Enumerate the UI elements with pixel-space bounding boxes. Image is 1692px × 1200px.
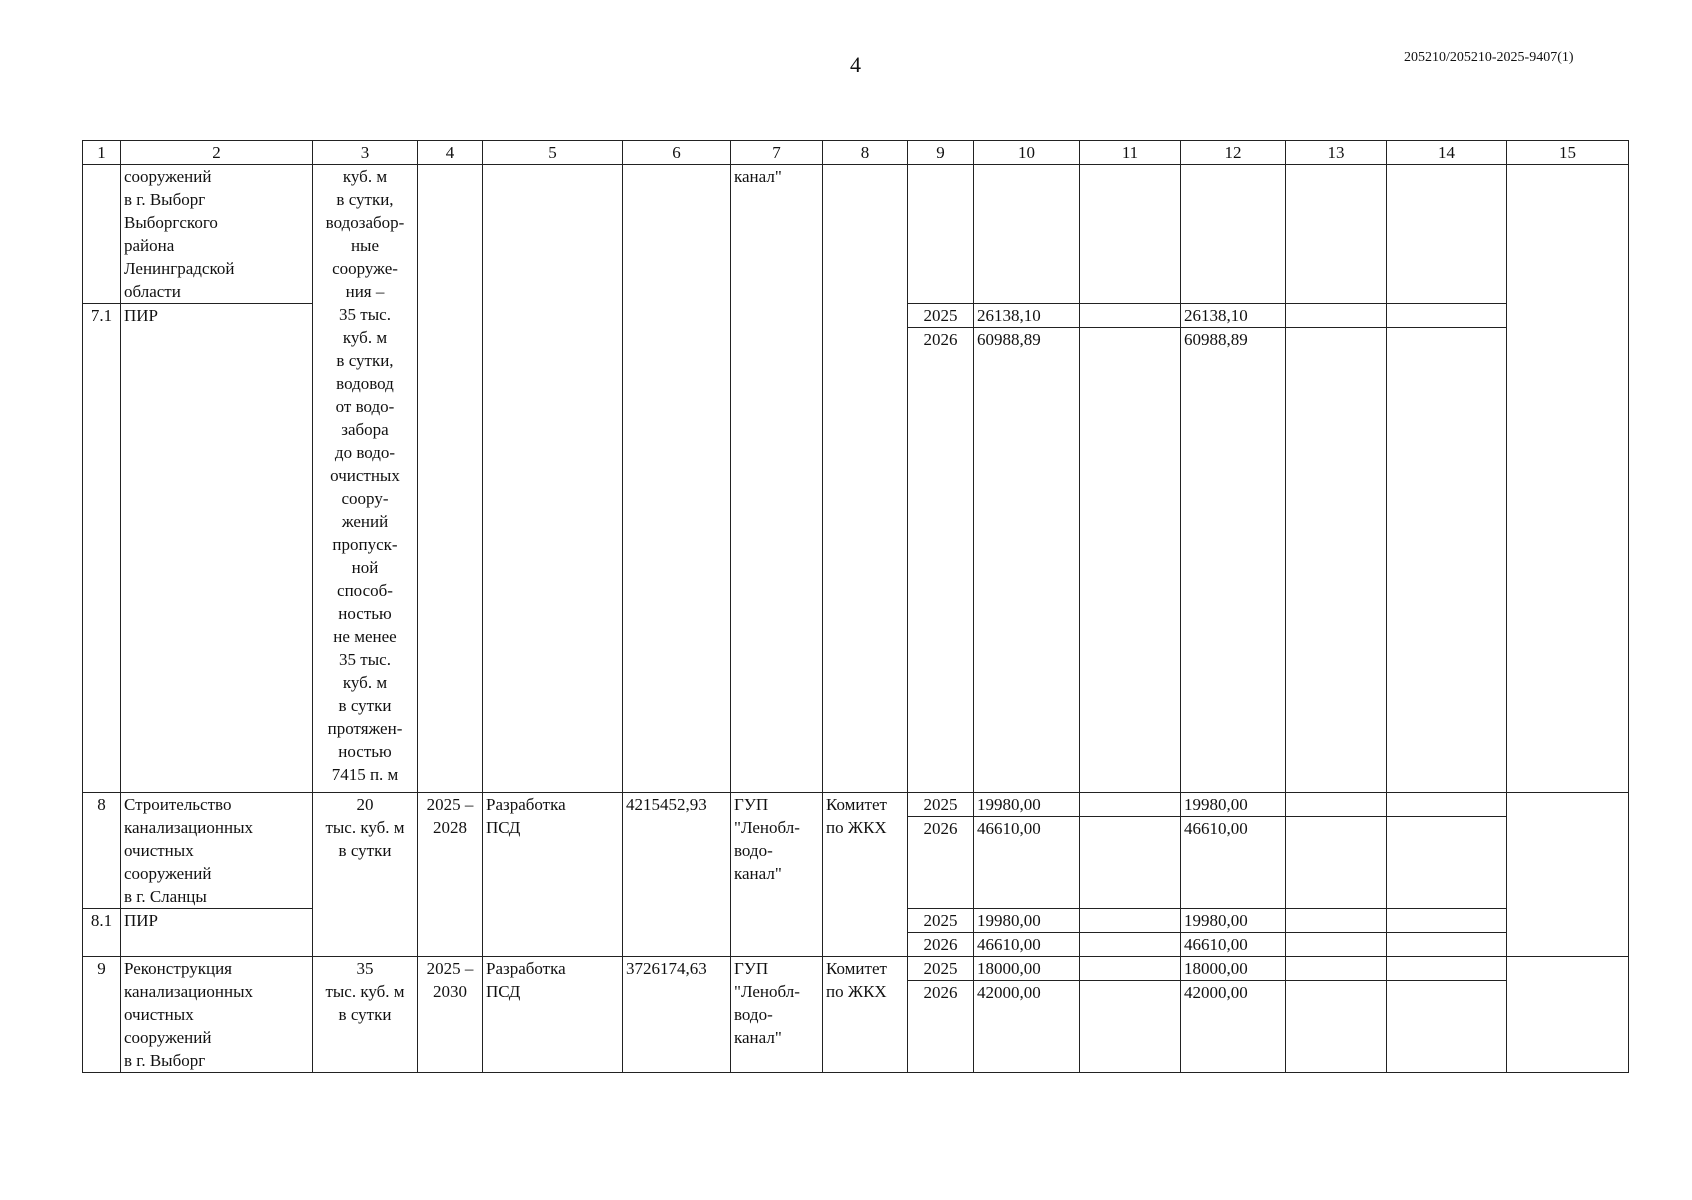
cost-cell: 3726174,63 [623, 957, 731, 1073]
stage-cell: Разработка ПСД [483, 793, 623, 957]
table-row [83, 793, 1629, 817]
column-number: 15 [1507, 141, 1629, 165]
column-number: 7 [731, 141, 823, 165]
object-name-cell: Реконструкция канализационных очистных сооружений в г. Выборг [121, 957, 313, 1073]
year-cell: 2025 [908, 957, 974, 981]
page-number: 4 [850, 52, 861, 77]
amount-cell: 46610,00 [974, 817, 1080, 909]
table-row [83, 957, 1629, 981]
table-row [83, 165, 1629, 304]
item-number: 8 [83, 793, 121, 909]
customer-cell: Комитет по ЖКХ [823, 793, 908, 957]
column-number: 1 [83, 141, 121, 165]
amount-cell: 18000,00 [974, 957, 1080, 981]
year-cell: 2025 [908, 793, 974, 817]
year-cell: 2026 [908, 328, 974, 793]
column-number: 2 [121, 141, 313, 165]
total-cell: 18000,00 [1181, 957, 1286, 981]
column-number: 4 [418, 141, 483, 165]
total-cell: 46610,00 [1181, 933, 1286, 957]
column-number: 14 [1387, 141, 1507, 165]
object-name-cell: сооружений в г. Выборг Выборгского района Ленинградской области [121, 165, 313, 304]
column-number: 10 [974, 141, 1080, 165]
column-number: 12 [1181, 141, 1286, 165]
period-cell: 2025 – 2030 [418, 957, 483, 1073]
item-number: 7.1 [83, 304, 121, 793]
total-cell: 46610,00 [1181, 817, 1286, 909]
total-cell: 19980,00 [1181, 909, 1286, 933]
amount-cell: 19980,00 [974, 793, 1080, 817]
capacity-cell: куб. м в сутки, водозабор- ные сооруже- ния – 35 тыс. куб. м в сутки, водовод от водо- забора до водо- очистных соору- жений пропуск- ной способ- ностью не менее 35 тыс. куб. м в сутки протяжен- ностью 7415 п. м [313, 165, 418, 793]
capacity-cell: 35 тыс. куб. м в сутки [313, 957, 418, 1073]
year-cell: 2025 [908, 909, 974, 933]
year-cell: 2025 [908, 304, 974, 328]
column-number-row [83, 141, 1629, 165]
amount-cell: 46610,00 [974, 933, 1080, 957]
column-number: 5 [483, 141, 623, 165]
year-cell: 2026 [908, 817, 974, 909]
column-number: 9 [908, 141, 974, 165]
period-cell: 2025 – 2028 [418, 793, 483, 957]
object-name-cell: Строительство канализационных очистных сооружений в г. Сланцы [121, 793, 313, 909]
column-number: 6 [623, 141, 731, 165]
cost-cell: 4215452,93 [623, 793, 731, 957]
amount-cell: 60988,89 [974, 328, 1080, 793]
column-number: 8 [823, 141, 908, 165]
column-number: 13 [1286, 141, 1387, 165]
investment-table [82, 140, 1629, 1073]
amount-cell: 42000,00 [974, 981, 1080, 1073]
object-name-cell: ПИР [121, 304, 313, 793]
column-number: 3 [313, 141, 418, 165]
executor-cell: ГУП "Ленобл- водо- канал" [731, 793, 823, 957]
executor-cell: канал" [731, 165, 823, 793]
year-cell: 2026 [908, 981, 974, 1073]
amount-cell: 19980,00 [974, 909, 1080, 933]
total-cell: 60988,89 [1181, 328, 1286, 793]
total-cell: 26138,10 [1181, 304, 1286, 328]
total-cell: 42000,00 [1181, 981, 1286, 1073]
total-cell: 19980,00 [1181, 793, 1286, 817]
item-number: 8.1 [83, 909, 121, 957]
year-cell: 2026 [908, 933, 974, 957]
document-number: 205210/205210-2025-9407(1) [1404, 50, 1574, 65]
customer-cell: Комитет по ЖКХ [823, 957, 908, 1073]
object-name-cell: ПИР [121, 909, 313, 957]
amount-cell: 26138,10 [974, 304, 1080, 328]
executor-cell: ГУП "Ленобл- водо- канал" [731, 957, 823, 1073]
capacity-cell: 20 тыс. куб. м в сутки [313, 793, 418, 957]
item-number: 9 [83, 957, 121, 1073]
column-number: 11 [1080, 141, 1181, 165]
stage-cell: Разработка ПСД [483, 957, 623, 1073]
